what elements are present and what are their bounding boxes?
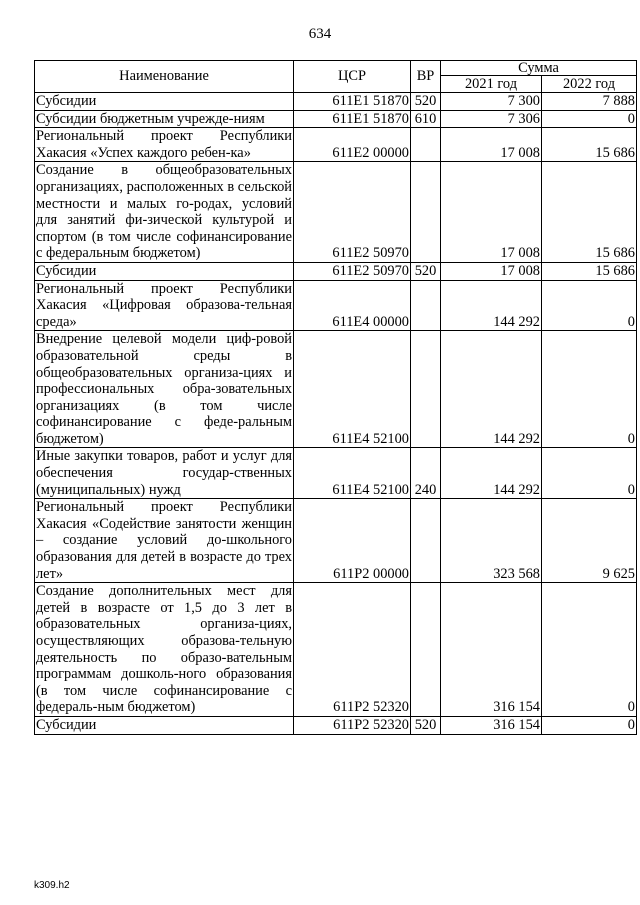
table-row — [35, 110, 637, 128]
table-row — [35, 262, 637, 280]
row-name: Субсидии — [35, 93, 294, 111]
row-vr: 520 — [411, 93, 441, 111]
row-sum-2021: 17 008 — [441, 262, 542, 280]
table-row — [35, 448, 637, 499]
row-sum-2022: 0 — [542, 583, 637, 717]
header-year-2022: 2022 год — [542, 76, 637, 93]
row-sum-2021: 144 292 — [441, 280, 542, 331]
row-sum-2021: 144 292 — [441, 331, 542, 448]
table-row — [35, 331, 637, 448]
row-sum-2021: 316 154 — [441, 583, 542, 717]
row-name: Субсидии — [35, 716, 294, 734]
row-vr: 520 — [411, 262, 441, 280]
table-row — [35, 93, 637, 111]
header-vr: ВР — [411, 61, 441, 93]
row-vr: 520 — [411, 716, 441, 734]
row-csr: 611E4 52100 — [294, 448, 411, 499]
page-number: 634 — [308, 26, 332, 42]
row-vr — [411, 128, 441, 162]
row-name: Субсидии — [35, 262, 294, 280]
row-csr: 611E1 51870 — [294, 110, 411, 128]
row-sum-2021: 316 154 — [441, 716, 542, 734]
row-csr: 611P2 52320 — [294, 716, 411, 734]
row-vr: 610 — [411, 110, 441, 128]
table-row — [35, 716, 637, 734]
table-row — [35, 499, 637, 583]
row-csr: 611P2 52320 — [294, 583, 411, 717]
row-name: Иные закупки товаров, работ и услуг для обеспечения государ-ственных (муниципальных) нужд — [36, 448, 292, 498]
table-body — [35, 93, 637, 735]
row-sum-2021: 17 008 — [441, 162, 542, 263]
row-csr: 611E4 52100 — [294, 331, 411, 448]
row-sum-2022: 15 686 — [542, 128, 637, 162]
row-csr: 611E2 50970 — [294, 262, 411, 280]
row-vr — [411, 162, 441, 263]
row-name: Создание дополнительных мест для детей в возрасте от 1,5 до 3 лет в образовательных организа-циях, осуществляющих образова-тельную деятельность по образо-вательным программам дошколь-ного образования (в том числе софинансирование с федераль-ным бюджетом) — [36, 583, 292, 716]
table-row — [35, 128, 637, 162]
row-name: Создание в общеобразовательных организациях, расположенных в сельской местности и малых го-родах, условий для занятий фи-зической культурой и спортом (в том числе софинансирование с федеральным бюджетом) — [36, 162, 292, 262]
row-sum-2021: 17 008 — [441, 128, 542, 162]
row-name: Региональный проект Республики Хакасия «Содействие занятости женщин – создание условий до-школьного образования для детей в возрасте до трех лет» — [36, 499, 292, 582]
row-sum-2021: 7 306 — [441, 110, 542, 128]
table-row — [35, 280, 637, 331]
row-sum-2022: 9 625 — [542, 499, 637, 583]
row-vr — [411, 583, 441, 717]
row-csr: 611E2 00000 — [294, 128, 411, 162]
row-csr: 611E2 50970 — [294, 162, 411, 263]
row-sum-2022: 0 — [542, 448, 637, 499]
row-sum-2021: 7 300 — [441, 93, 542, 111]
header-sum: Сумма — [441, 61, 637, 76]
row-vr — [411, 331, 441, 448]
row-vr — [411, 280, 441, 331]
row-sum-2022: 0 — [542, 110, 637, 128]
document-code: k309.h2 — [34, 880, 70, 891]
row-vr — [411, 499, 441, 583]
row-csr: 611P2 00000 — [294, 499, 411, 583]
row-name: Внедрение целевой модели циф-ровой образовательной среды в общеобразовательных организа-циях и профессиональных обра-зовательных организациях (в том числе софинансирование с феде-ральным бюджетом) — [36, 331, 292, 447]
row-sum-2022: 0 — [542, 716, 637, 734]
row-name: Региональный проект Республики Хакасия «Успех каждого ребен-ка» — [36, 128, 292, 161]
row-sum-2022: 15 686 — [542, 162, 637, 263]
header-csr: ЦСР — [294, 61, 411, 93]
row-sum-2022: 0 — [542, 331, 637, 448]
row-name: Региональный проект Республики Хакасия «Цифровая образова-тельная среда» — [36, 280, 292, 330]
row-name: Субсидии бюджетным учрежде-ниям — [35, 110, 294, 128]
header-name: Наименование — [35, 61, 294, 93]
row-csr: 611E4 00000 — [294, 280, 411, 331]
row-sum-2022: 15 686 — [542, 262, 637, 280]
header-year-2021: 2021 год — [441, 76, 542, 93]
row-csr: 611E1 51870 — [294, 93, 411, 111]
row-sum-2022: 7 888 — [542, 93, 637, 111]
budget-table — [34, 60, 637, 735]
table-row — [35, 583, 637, 717]
row-sum-2021: 144 292 — [441, 448, 542, 499]
row-sum-2022: 0 — [542, 280, 637, 331]
row-vr: 240 — [411, 448, 441, 499]
row-sum-2021: 323 568 — [441, 499, 542, 583]
table-row — [35, 162, 637, 263]
